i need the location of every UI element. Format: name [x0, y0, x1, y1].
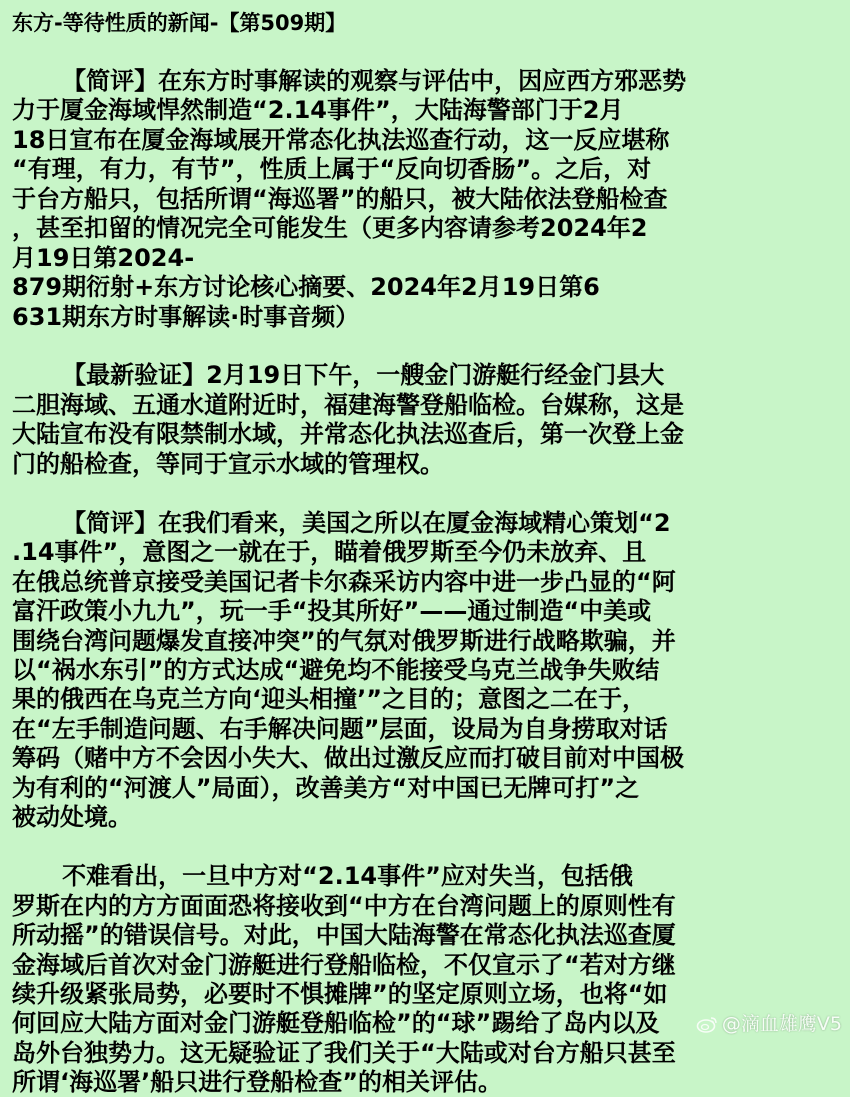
body-line: 【简评】在东方时事解读的观察与评估中，因应西方邪恶势 [12, 67, 687, 95]
body-line: 为有利的“河渡人”局面），改善美方“对中国已无牌可打”之 [12, 774, 640, 802]
watermark-text: @滴血雄鹰V5 [721, 1013, 842, 1035]
document-title: 东方-等待性质的新闻-【第509期】 [12, 11, 347, 35]
body-line: 【简评】在我们看来，美国之所以在厦金海域精心策划“2 [12, 509, 671, 537]
body-line: 力于厦金海域悍然制造“2.14事件”，大陆海警部门于2月 [12, 96, 624, 124]
body-line: 18日宣布在厦金海域展开常态化执法巡查行动，这一反应堪称 [12, 126, 670, 154]
body-line: 二胆海域、五通水道附近时，福建海警登船临检。台媒称，这是 [12, 391, 684, 419]
watermark [696, 1012, 842, 1036]
body-line: 所谓‘海巡署’船只进行登船检查”的相关评估。 [12, 1068, 503, 1096]
body-line: 所动摇”的错误信号。对此，中国大陆海警在常态化执法巡查厦 [12, 921, 676, 949]
body-line: 岛外台独势力。这无疑验证了我们关于“大陆或对台方船只甚至 [12, 1039, 676, 1067]
body-line: 不难看出，一旦中方对“2.14事件”应对失当，包括俄 [12, 862, 633, 890]
body-line: 被动处境。 [12, 803, 132, 831]
body-line: 围绕台湾问题爆发直接冲突”的气氛对俄罗斯进行战略欺骗，并 [12, 627, 676, 655]
body-line: 【最新验证】2月19日下午，一艘金门游艇行经金门县大 [12, 361, 665, 389]
body-line: 631期东方时事解读·时事音频） [12, 303, 360, 331]
body-line: 在俄总统普京接受美国记者卡尔森采访内容中进一步凸显的“阿 [12, 568, 676, 596]
body-line: ，甚至扣留的情况完全可能发生（更多内容请参考2024年2 [12, 214, 648, 242]
body-line: 续升级紧张局势，必要时不惧摊牌”的坚定原则立场，也将“如 [12, 980, 668, 1008]
body-line: 门的船检查，等同于宣示水域的管理权。 [12, 450, 444, 478]
body-line: 于台方船只，包括所谓“海巡署”的船只，被大陆依法登船检查 [12, 185, 668, 213]
body-line: 大陆宣布没有限禁制水域，并常态化执法巡查后，第一次登上金 [12, 420, 684, 448]
body-line: 果的俄西在乌克兰方向‘迎头相撞’”之目的；意图之二在于， [12, 685, 647, 713]
body-line: 何回应大陆方面对金门游艇登船临检”的“球”踢给了岛内以及 [12, 1009, 660, 1037]
body-line: .14事件”，意图之一就在于，瞄着俄罗斯至今仍未放弃、且 [12, 538, 647, 566]
body-line: “有理，有力，有节”，性质上属于“反向切香肠”。之后，对 [12, 155, 652, 183]
body-line: 富汗政策小九九”，玩一手“投其所好”——通过制造“中美或 [12, 597, 652, 625]
weibo-logo-icon [696, 1015, 718, 1033]
body-line: 879期衍射+东方讨论核心摘要、2024年2月19日第6 [12, 273, 600, 301]
body-line: 在“左手制造问题、右手解决问题”层面，设局为自身捞取对话 [12, 715, 668, 743]
body-line: 月19日第2024- [12, 244, 195, 272]
body-line: 金海域后首次对金门游艇进行登船临检，不仅宣示了“若对方继 [12, 951, 676, 979]
body-line: 罗斯在内的方方面面恐将接收到“中方在台湾问题上的原则性有 [12, 892, 676, 920]
body-line: 筹码（赌中方不会因小失大、做出过激反应而打破目前对中国极 [12, 744, 684, 772]
body-line: 以“祸水东引”的方式达成“避免均不能接受乌克兰战争失败结 [12, 656, 660, 684]
